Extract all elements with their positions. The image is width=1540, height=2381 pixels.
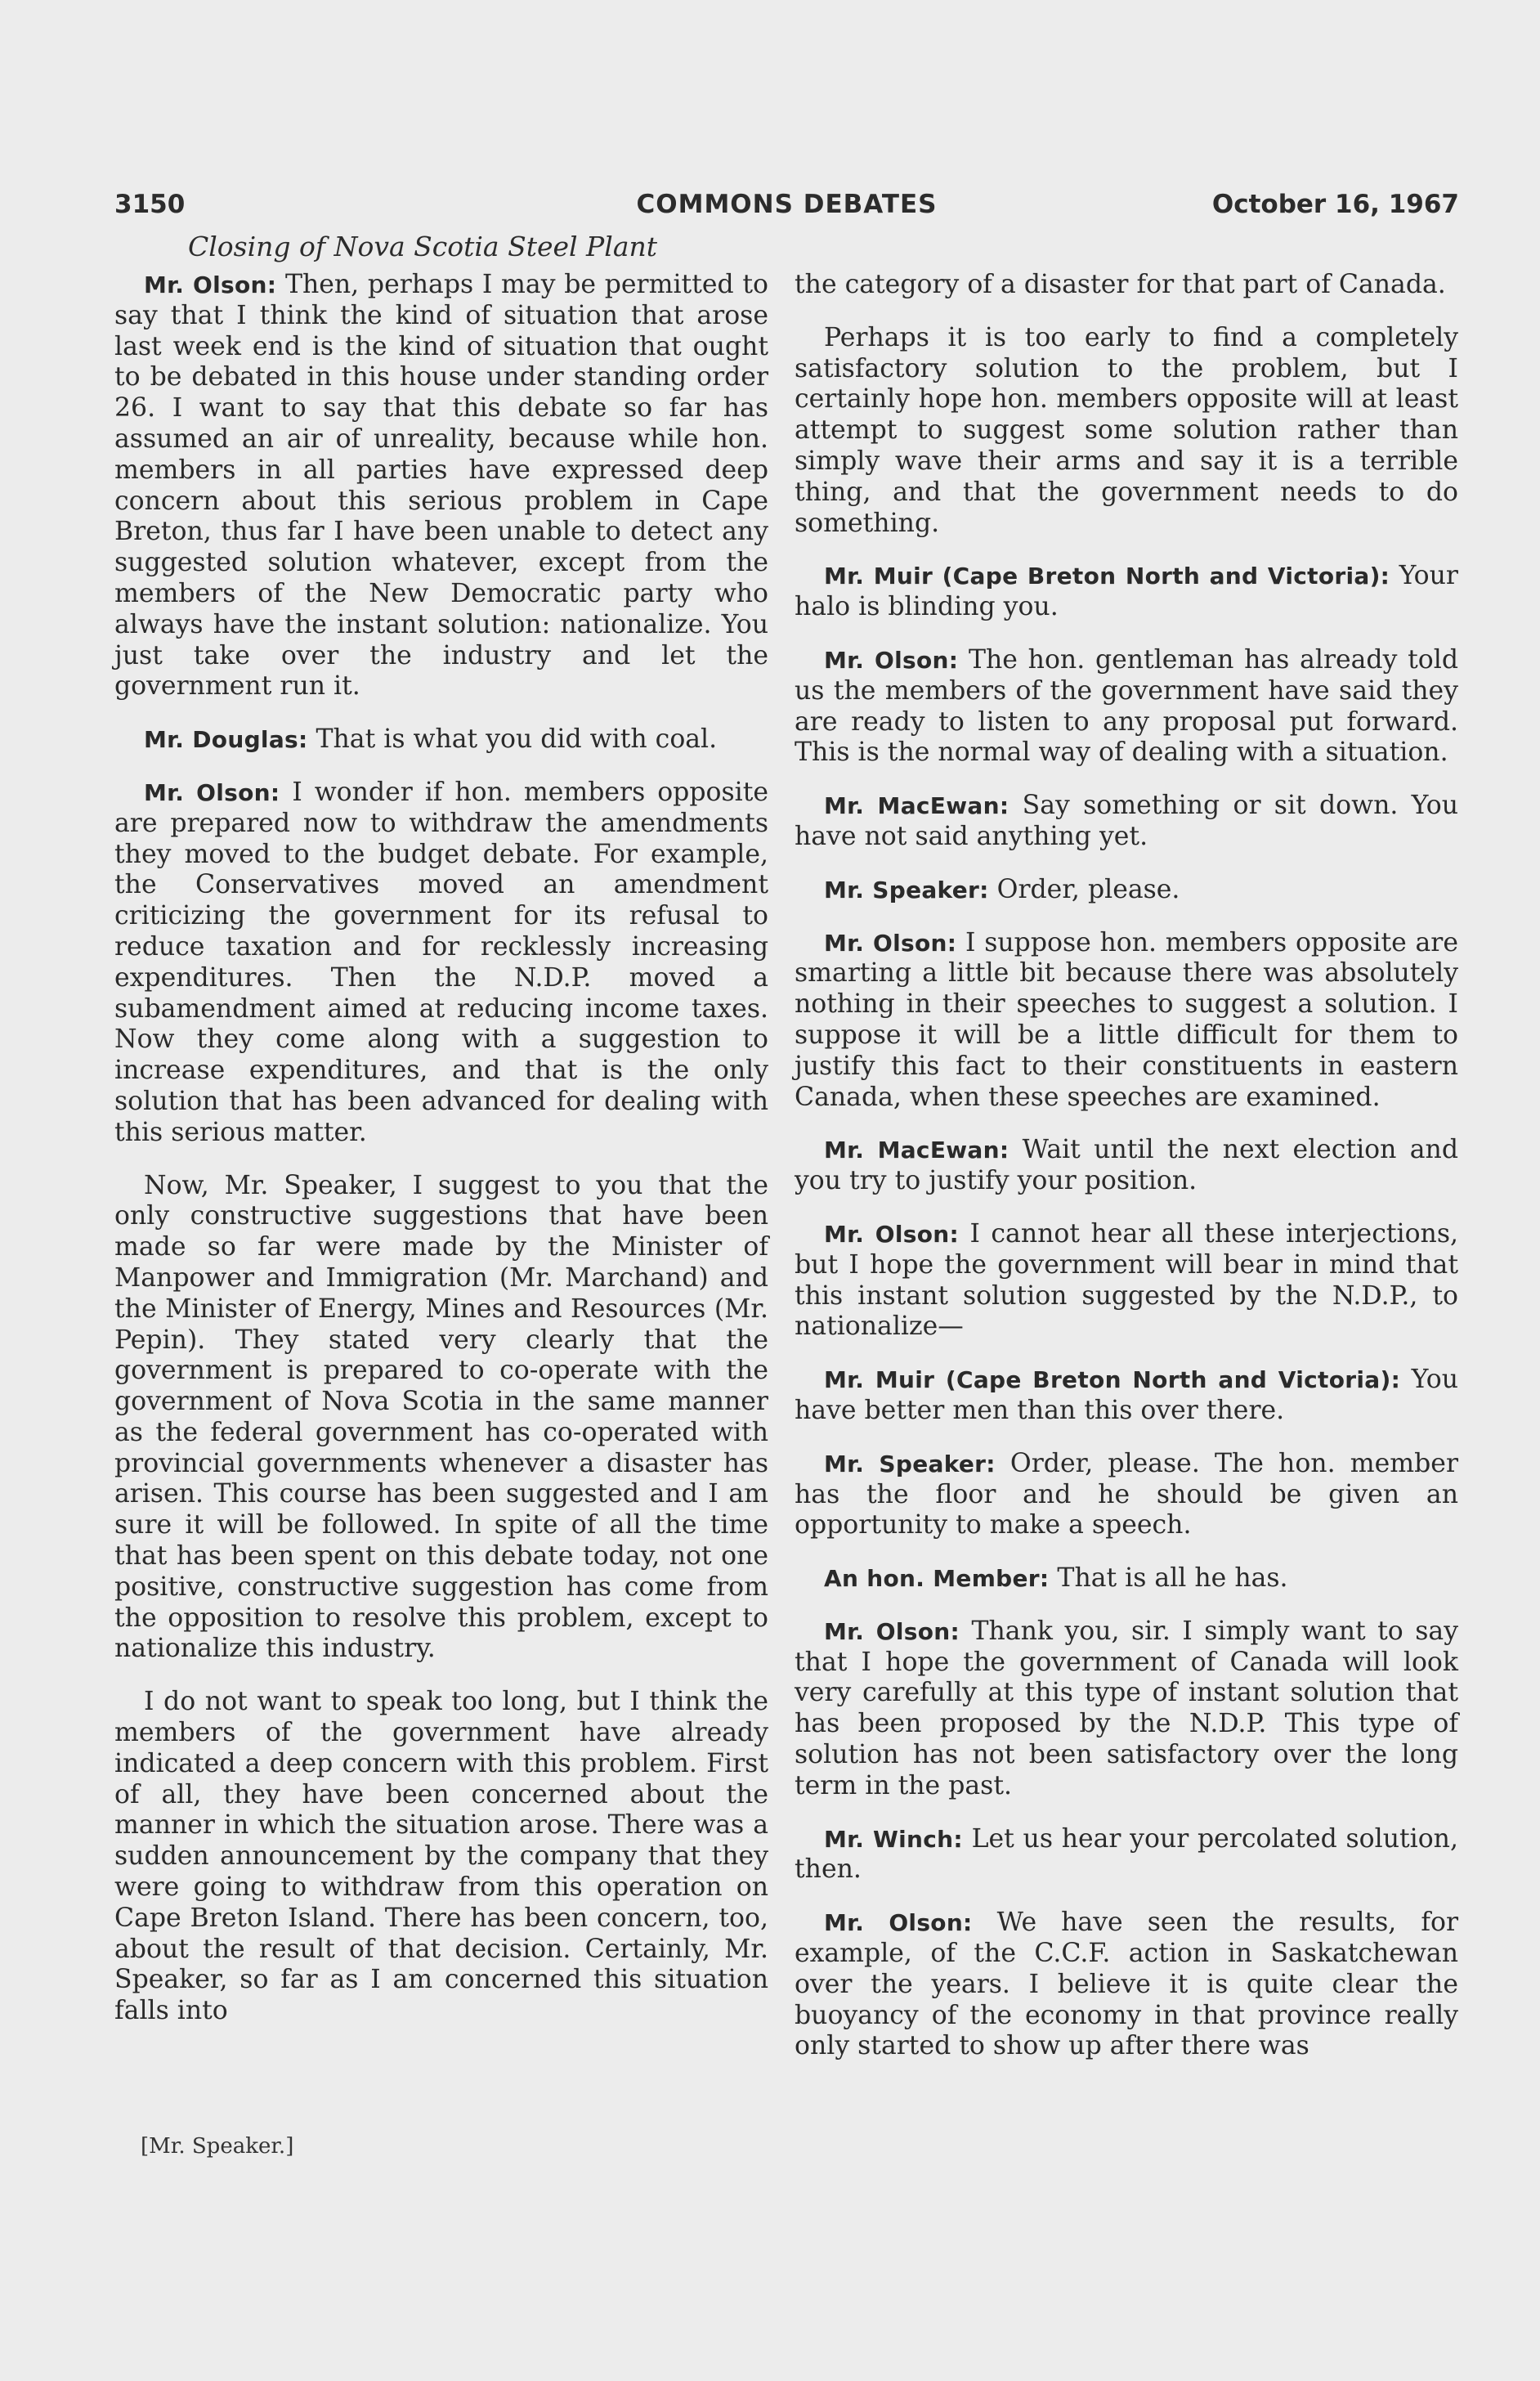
paragraph bbox=[795, 1135, 1458, 1197]
paragraph-text: We have seen the results, for example, of the C.C.F. action in Saskatchewan over the years. I believe it is quite clear the buoyancy of the economy in that province really only started to show up after there was bbox=[795, 1908, 1458, 2061]
speaker-name: Mr. MacEwan: bbox=[824, 1137, 1010, 1164]
paragraph-text: Order, please. The hon. member has the floor and he should be given an opportunity to make a speech. bbox=[795, 1448, 1458, 1540]
paragraph bbox=[795, 1449, 1458, 1541]
paragraph-text: I cannot hear all these interjections, but I hope the government will bear in mind that this instant solution suggested by the N.D.P., to nationalize— bbox=[795, 1218, 1459, 1342]
paragraph bbox=[795, 561, 1458, 623]
paragraph-text: Say something or sit down. You have not said anything yet. bbox=[795, 791, 1458, 851]
left-column bbox=[114, 270, 768, 2049]
publication-title: COMMONS DEBATES bbox=[636, 190, 938, 219]
paragraph-text: Perhaps it is too early to find a completely satisfactory solution to the problem, but I certainly hope hon. members opposite will at least attempt to suggest some solution rather than simply wave their arms and say it is a terrible thing, and that the government needs to do something. bbox=[795, 322, 1458, 538]
paragraph bbox=[795, 1616, 1458, 1802]
paragraph-text: That is what you did with coal. bbox=[307, 724, 718, 755]
paragraph bbox=[795, 323, 1458, 540]
paragraph bbox=[795, 875, 1458, 906]
paragraph bbox=[114, 778, 768, 1149]
section-subject: Closing of Nova Scotia Steel Plant bbox=[188, 231, 658, 262]
paragraph bbox=[795, 791, 1458, 853]
paragraph bbox=[795, 1824, 1458, 1886]
speaker-name: Mr. MacEwan: bbox=[824, 792, 1010, 820]
paragraph-text: I do not want to speak too long, but I think the members of the government have already indicated a deep concern with this problem. First of all, they have been concerned about the manner in which the situation arose. There was a sudden announcement by the company that they were going to withdraw from this operation on Cape Breton Island. There has been concern, too, about the result of that decision. Certainly, Mr. Speaker, so far as I am concerned this situation falls into bbox=[114, 1687, 768, 2026]
footer-note: [Mr. Speaker.] bbox=[141, 2134, 294, 2159]
speaker-name: Mr. Olson: bbox=[824, 646, 959, 674]
paragraph bbox=[795, 1219, 1458, 1343]
speaker-name: Mr. Douglas: bbox=[144, 726, 308, 754]
paragraph-text: Then, perhaps I may be permitted to say that I think the kind of situation that arose last week end is the kind of situation that ought to be debated in this house under standing order 26. I want to say that this debate so far has assumed an air of unreality, because while hon. members in all parties have expressed deep concern about this serious problem in Cape Breton, thus far I have been unable to detect any suggested solution whatever, except from the members of the New Democratic party who always have the instant solution: nationalize. You just take over the industry and let the government run it. bbox=[114, 270, 769, 702]
paragraph bbox=[795, 1365, 1458, 1427]
paragraph bbox=[795, 645, 1458, 769]
speaker-name: Mr. Olson: bbox=[144, 778, 280, 806]
paragraph-text: Your halo is blinding you. bbox=[795, 561, 1458, 622]
speaker-name: Mr. Olson: bbox=[824, 929, 957, 957]
speaker-name: Mr. Speaker: bbox=[824, 1450, 996, 1477]
speaker-name: Mr. Olson: bbox=[824, 1617, 960, 1645]
paragraph-text: Thank you, sir. I simply want to say that I hope the government of Canada will look very carefully at this type of instant solution that has been proposed by the N.D.P. This type of solution has not been satisfactory over the long term in the past. bbox=[795, 1616, 1459, 1800]
paragraph-text: Now, Mr. Speaker, I suggest to you that the only constructive suggestions that have been made so far were made by the Minister of Manpower and Immigration (Mr. Marchand) and the Minister of Energy, Mines and Resources (Mr. Pepin). They stated very clearly that the government is prepared to co-operate with the government of Nova Scotia in the same manner as the federal government has co-operated with provincial governments whenever a disaster has arisen. This course has been suggested and I am sure it will be followed. In spite of all the time that has been spent on this debate today, not one positive, constructive suggestion has come from the opposition to resolve this problem, except to nationalize this industry. bbox=[114, 1170, 768, 1664]
paragraph bbox=[114, 1171, 768, 1666]
page-header bbox=[114, 190, 1459, 231]
paragraph-text: That is all he has. bbox=[1049, 1563, 1288, 1594]
speaker-name: Mr. Speaker: bbox=[824, 876, 989, 904]
speaker-name: Mr. Winch: bbox=[824, 1825, 963, 1853]
speaker-name: An hon. Member: bbox=[824, 1565, 1050, 1593]
paragraph bbox=[114, 724, 768, 756]
speaker-name: Mr. Olson: bbox=[824, 1909, 973, 1937]
speaker-name: Mr. Olson: bbox=[144, 271, 277, 298]
paragraph bbox=[114, 1687, 768, 2027]
paragraph-text: Let us hear your percolated solution, then. bbox=[795, 1823, 1458, 1885]
right-column bbox=[795, 270, 1458, 2084]
paragraph bbox=[795, 928, 1458, 1114]
paragraph-text: You have better men than this over there. bbox=[795, 1365, 1458, 1425]
speaker-name: Mr. Muir (Cape Breton North and Victoria): bbox=[824, 1366, 1401, 1394]
publication-date: October 16, 1967 bbox=[1211, 190, 1459, 219]
paragraph-text: Wait until the next election and you try to justify your position. bbox=[795, 1135, 1458, 1196]
speaker-name: Mr. Olson: bbox=[824, 1220, 959, 1248]
paragraph bbox=[795, 1563, 1458, 1594]
paragraph-text: the category of a disaster for that part of Canada. bbox=[795, 270, 1446, 299]
paragraph bbox=[795, 270, 1458, 301]
page-number: 3150 bbox=[114, 190, 186, 219]
paragraph bbox=[114, 270, 768, 702]
paragraph-text: The hon. gentleman has already told us the members of the government have said they are ready to listen to any proposal put forward. This is the normal way of dealing with a situation. bbox=[795, 644, 1458, 768]
paragraph-text: Order, please. bbox=[988, 874, 1180, 904]
paragraph-text: I suppose hon. members opposite are smarting a little bit because there was absolutely nothing in their speeches to suggest a solution. I suppose it will be a little difficult for them to justify this fact to their constituents in eastern Canada, when these speeches are examined. bbox=[795, 927, 1458, 1112]
paragraph-text: I wonder if hon. members opposite are prepared now to withdraw the amendments they moved to the budget debate. For example, the Conservatives moved an amendment criticizing the government for its refusal to reduce taxation and for recklessly increasing expenditures. Then the N.D.P. moved a subamendment aimed at reducing income taxes. Now they come along with a suggestion to increase expenditures, and that is the only solution that has been advanced for dealing with this serious matter. bbox=[114, 777, 769, 1147]
speaker-name: Mr. Muir (Cape Breton North and Victoria): bbox=[824, 563, 1390, 590]
paragraph bbox=[795, 1908, 1458, 2062]
